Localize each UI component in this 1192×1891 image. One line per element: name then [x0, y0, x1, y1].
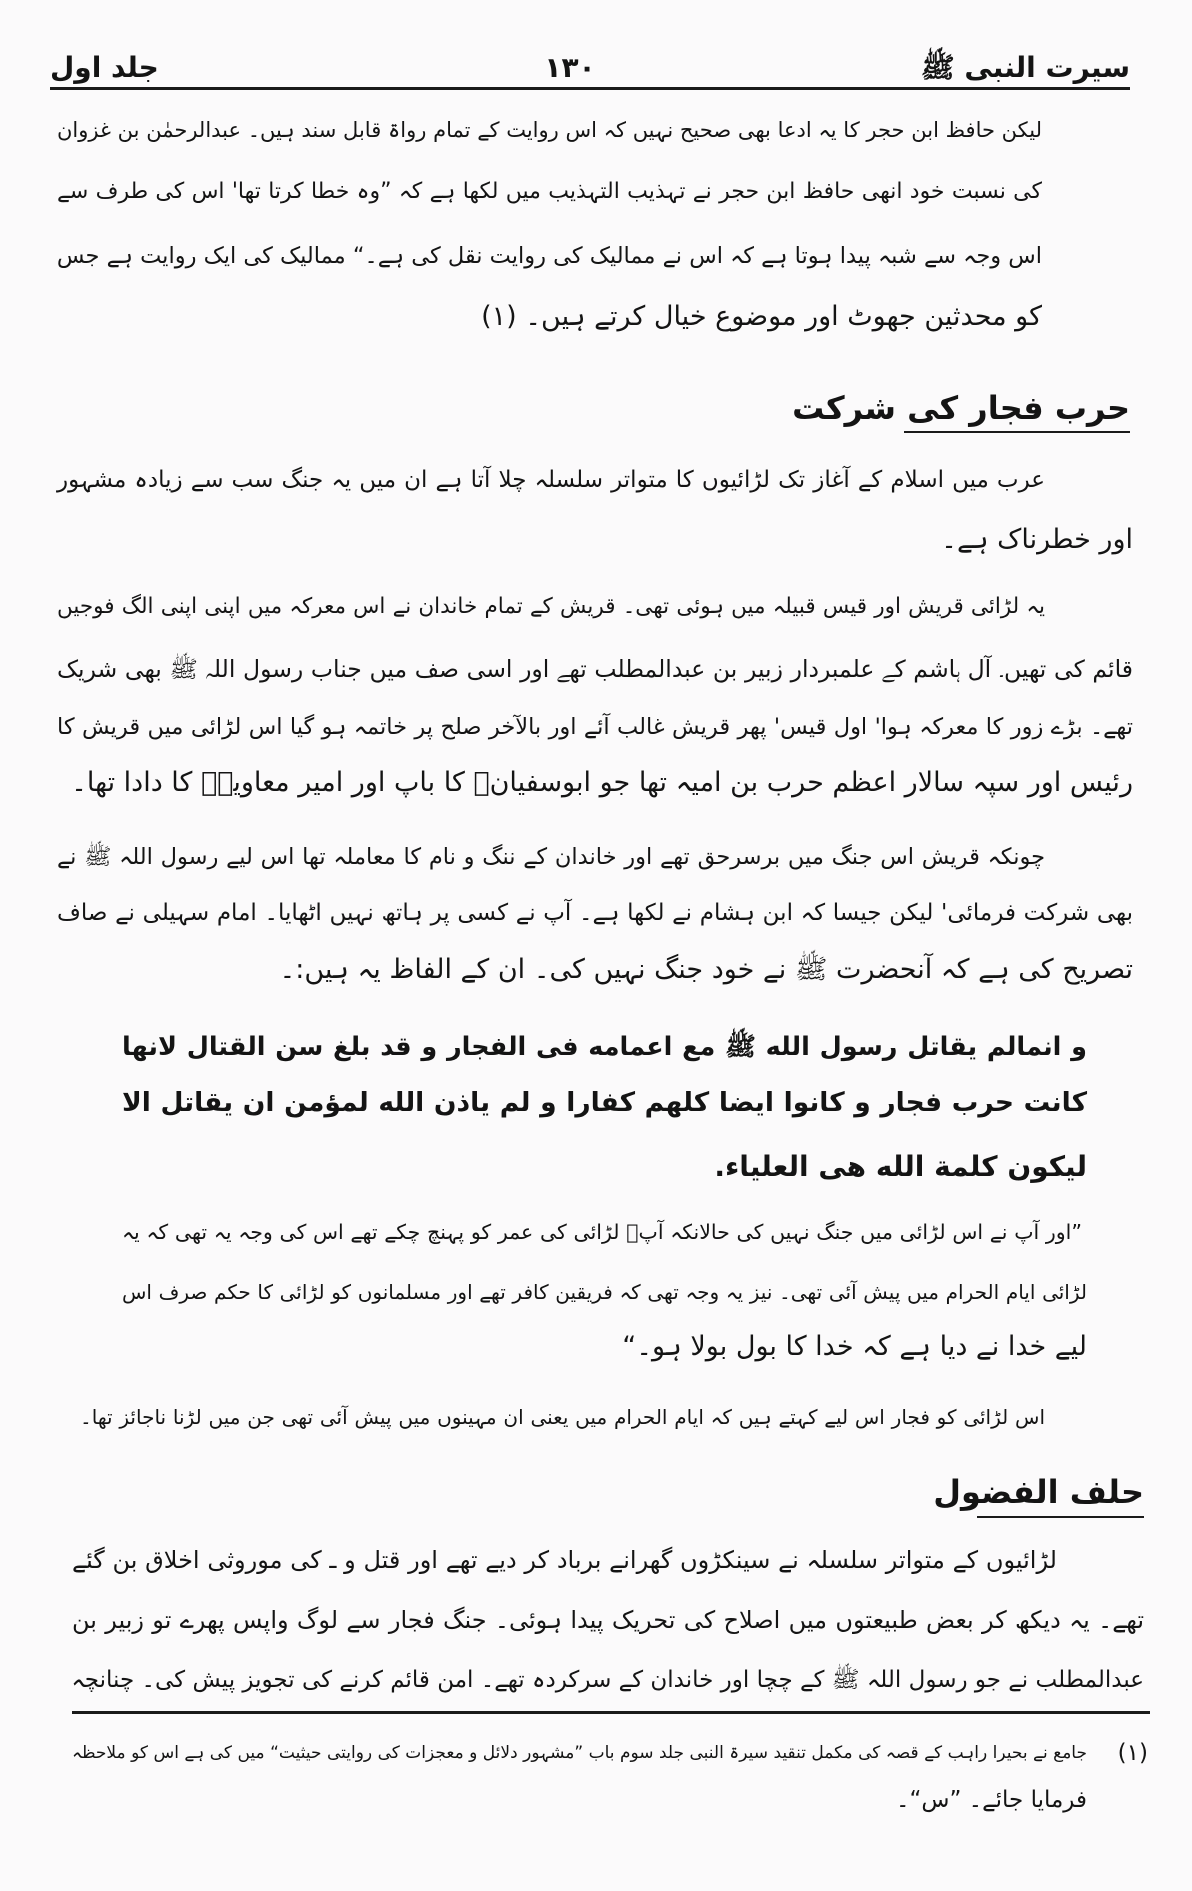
heading-underline: [977, 1516, 1144, 1518]
footnote-rule: [72, 1711, 1150, 1714]
footnote-line: جامع نے بحیرا راہب کے قصہ کی مکمل تنقید سیرۃ النبی جلد سوم باب ”مشہور دلائل و معجزات کی روایتی حیثیت“ میں کی ہے اس کو ملاحظہ: [72, 1743, 1087, 1763]
header-rule: [50, 87, 1130, 90]
translation-line: ”اور آپ نے اس لڑائی میں جنگ نہیں کی حالانکہ آپؐ لڑائی کی عمر کو پہنچ چکے تھے اس کی وجہ یہ تھی کہ یہ: [122, 1220, 1082, 1244]
paragraph-line: اس لڑائی کو فجار اس لیے کہتے ہیں کہ ایام الحرام میں یعنی ان مہینوں میں پیش آئی تھی جن میں لڑنا ناجائز تھا۔: [80, 1405, 1045, 1429]
page-number: ۱۳۰: [544, 51, 596, 84]
footnote-number: (۱): [1117, 1740, 1148, 1766]
paragraph-line: تھے۔ یہ دیکھ کر بعض طبیعتوں میں اصلاح کی تحریک پیدا ہوئی۔ جنگ فجار سے لوگ واپس پھرے تو زبیر بن: [72, 1606, 1144, 1634]
translation-line: لڑائی ایام الحرام میں پیش آئی تھی۔ نیز یہ وجہ تھی کہ فریقین کافر تھے اور مسلمانوں کو لڑائی کا حکم صرف اس: [122, 1280, 1087, 1304]
paragraph-line: اور خطرناک ہے۔: [941, 524, 1133, 555]
translation-line: لیے خدا نے دیا ہے کہ خدا کا بول بولا ہو۔“: [622, 1331, 1087, 1362]
paragraph-line: یہ لڑائی قریش اور قیس قبیلہ میں ہوئی تھی۔ قریش کے تمام خاندان نے اس معرکہ میں اپنی اپنی الگ فوجیں: [57, 594, 1045, 619]
paragraph-line: بھی شرکت فرمائی' لیکن جیسا کہ ابن ہشام نے لکھا ہے۔ آپ نے کسی پر ہاتھ نہیں اٹھایا۔ امام سہیلی نے صاف: [57, 900, 1133, 926]
section-heading: حرب فجار کی شرکت: [792, 389, 1130, 427]
running-title: سیرت النبی ﷺ: [920, 51, 1130, 84]
paragraph-line: اس وجہ سے شبہ پیدا ہوتا ہے کہ اس نے ممالیک کی روایت نقل کی ہے۔“ ممالیک کی ایک روایت ہے جس: [56, 243, 1042, 269]
footnote-line: فرمایا جائے۔ ”س“۔: [895, 1787, 1087, 1813]
paragraph-line: تصریح کی ہے کہ آنحضرت ﷺ نے خود جنگ نہیں کی۔ ان کے الفاظ یہ ہیں:۔: [279, 954, 1133, 985]
paragraph-line: رئیس اور سپہ سالار اعظم حرب بن امیہ تھا جو ابوسفیانؓ کا باپ اور امیر معاویہؓ کا دادا تھا۔: [71, 767, 1133, 798]
paragraph-line: کو محدثین جھوٹ اور موضوع خیال کرتے ہیں۔ (۱): [481, 301, 1042, 332]
paragraph-line: لیکن حافظ ابن حجر کا یہ ادعا بھی صحیح نہیں کہ اس روایت کے تمام رواۃ قابل سند ہیں۔ عبدالرحمٰن بن غزوان: [57, 118, 1042, 142]
paragraph-line: قائم کی تھیں۔ آل ہاشم کے علمبردار زبیر بن عبدالمطلب تھے اور اسی صف میں جناب رسول اللہ ﷺ بھی شریک: [57, 655, 1133, 683]
volume-label: جلد اول: [50, 51, 159, 84]
arabic-quote-line: كانت حرب فجار و كانوا ايضا كلهم كفارا و لم ياذن الله لمؤمن ان يقاتل الا: [122, 1087, 1087, 1118]
arabic-quote-line: ليكون كلمة الله هى العلياء.: [714, 1150, 1087, 1183]
arabic-quote-line: و انمالم يقاتل رسول الله ﷺ مع اعمامه فى الفجار و قد بلغ سن القتال لانها: [122, 1032, 1087, 1062]
paragraph-line: کی نسبت خود انھی حافظ ابن حجر نے تہذیب التہذیب میں لکھا ہے کہ ”وہ خطا کرتا تھا' اس کی طرف سے: [57, 179, 1042, 204]
paragraph-line: عبدالمطلب نے جو رسول اللہ ﷺ کے چچا اور خاندان کے سرکردہ تھے۔ امن قائم کرنے کی تجویز پیش کی۔ چنانچہ: [71, 1667, 1144, 1693]
heading-underline: [904, 431, 1130, 433]
paragraph-line: تھے۔ بڑے زور کا معرکہ ہوا' اول قیس' پھر قریش غالب آئے اور بالآخر صلح پر خاتمہ ہو گیا اس لڑائی میں قریش کا: [57, 714, 1133, 740]
paragraph-line: چونکہ قریش اس جنگ میں برسرحق تھے اور خاندان کے ننگ و نام کا معاملہ تھا اس لیے رسول اللہ ﷺ نے: [57, 844, 1045, 870]
paragraph-line: لڑائیوں کے متواتر سلسلہ نے سینکڑوں گھرانے برباد کر دیے تھے اور قتل و ـ کی موروثی اخلاق بن گئے: [72, 1546, 1057, 1574]
paragraph-line: عرب میں اسلام کے آغاز تک لڑائیوں کا متواتر سلسلہ چلا آتا ہے ان میں یہ جنگ سب سے زیادہ مشہور: [57, 467, 1045, 493]
section-heading: حلف الفضول: [933, 1473, 1144, 1511]
